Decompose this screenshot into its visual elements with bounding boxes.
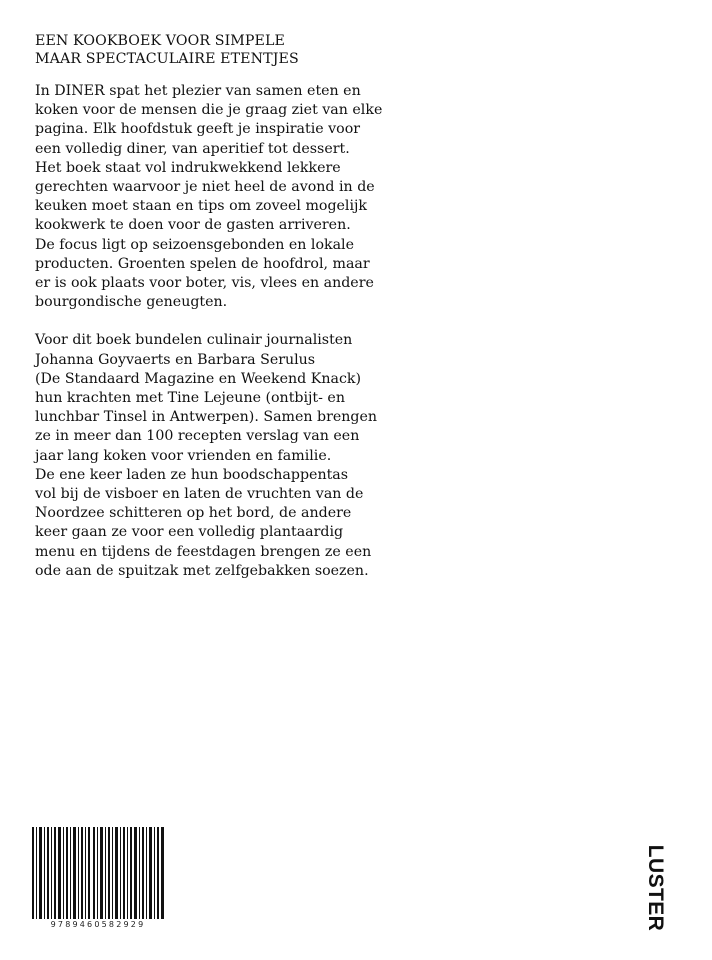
barcode-svg (32, 827, 164, 919)
text-line: een volledig diner, van aperitief tot dessert. (35, 140, 350, 157)
body-text (35, 82, 415, 581)
publisher-logo-text: LUSTER (644, 844, 667, 932)
barcode-graphic (32, 827, 164, 919)
text-line: ze in meer dan 100 recepten verslag van een (35, 428, 360, 445)
text-line: pagina. Elk hoofdstuk geeft je inspiratie voor (35, 121, 361, 138)
text-line: Noordzee schitteren op het bord, de andere (35, 505, 352, 522)
text-line: jaar lang koken voor vrienden en familie. (35, 447, 332, 464)
text-line: hun krachten met Tine Lejeune (ontbijt- en (35, 390, 345, 407)
text-line: De ene keer laden ze hun boodschappentas (35, 466, 349, 483)
text-line: er is ook plaats voor boter, vis, vlees en andere (35, 275, 374, 292)
text-line: kookwerk te doen voor de gasten arriveren. (35, 217, 351, 234)
text-line: ode aan de spuitzak met zelfgebakken soezen. (35, 562, 369, 579)
text-line: menu en tijdens de feestdagen brengen ze een (35, 543, 372, 560)
text-line: Voor dit boek bundelen culinair journalisten (35, 332, 353, 349)
text-line: (De Standaard Magazine en Weekend Knack) (35, 370, 362, 387)
publisher-logo (637, 844, 673, 932)
text-line: keer gaan ze voor een volledig plantaardig (35, 524, 344, 541)
text-line: keuken moet staan en tips om zoveel mogelijk (35, 198, 367, 215)
heading-line: MAAR SPECTACULAIRE ETENTJES (35, 51, 299, 67)
text-line: lunchbar Tinsel in Antwerpen). Samen brengen (35, 409, 378, 426)
text-line: gerechten waarvoor je niet heel de avond in de (35, 179, 375, 196)
text-line: De focus ligt op seizoensgebonden en lokale (35, 236, 354, 253)
text-line: vol bij de visboer en laten de vruchten van de (35, 486, 364, 503)
text-line: bourgondische geneugten. (35, 294, 228, 311)
isbn-barcode (32, 827, 164, 929)
text-line: producten. Groenten spelen de hoofdrol, maar (35, 255, 370, 272)
text-line: Johanna Goyvaerts en Barbara Serulus (35, 351, 316, 368)
text-line: koken voor de mensen die je graag ziet van elke (35, 102, 383, 119)
back-cover-heading (35, 32, 415, 68)
text-line: Het boek staat vol indrukwekkend lekkere (35, 159, 341, 176)
heading-line: EEN KOOKBOEK VOOR SIMPELE (35, 33, 285, 49)
paragraph-intro (35, 82, 415, 312)
paragraph-authors (35, 331, 415, 581)
barcode-number: 9789460582929 (50, 920, 146, 929)
text-line: In DINER spat het plezier van samen eten en (35, 83, 361, 99)
